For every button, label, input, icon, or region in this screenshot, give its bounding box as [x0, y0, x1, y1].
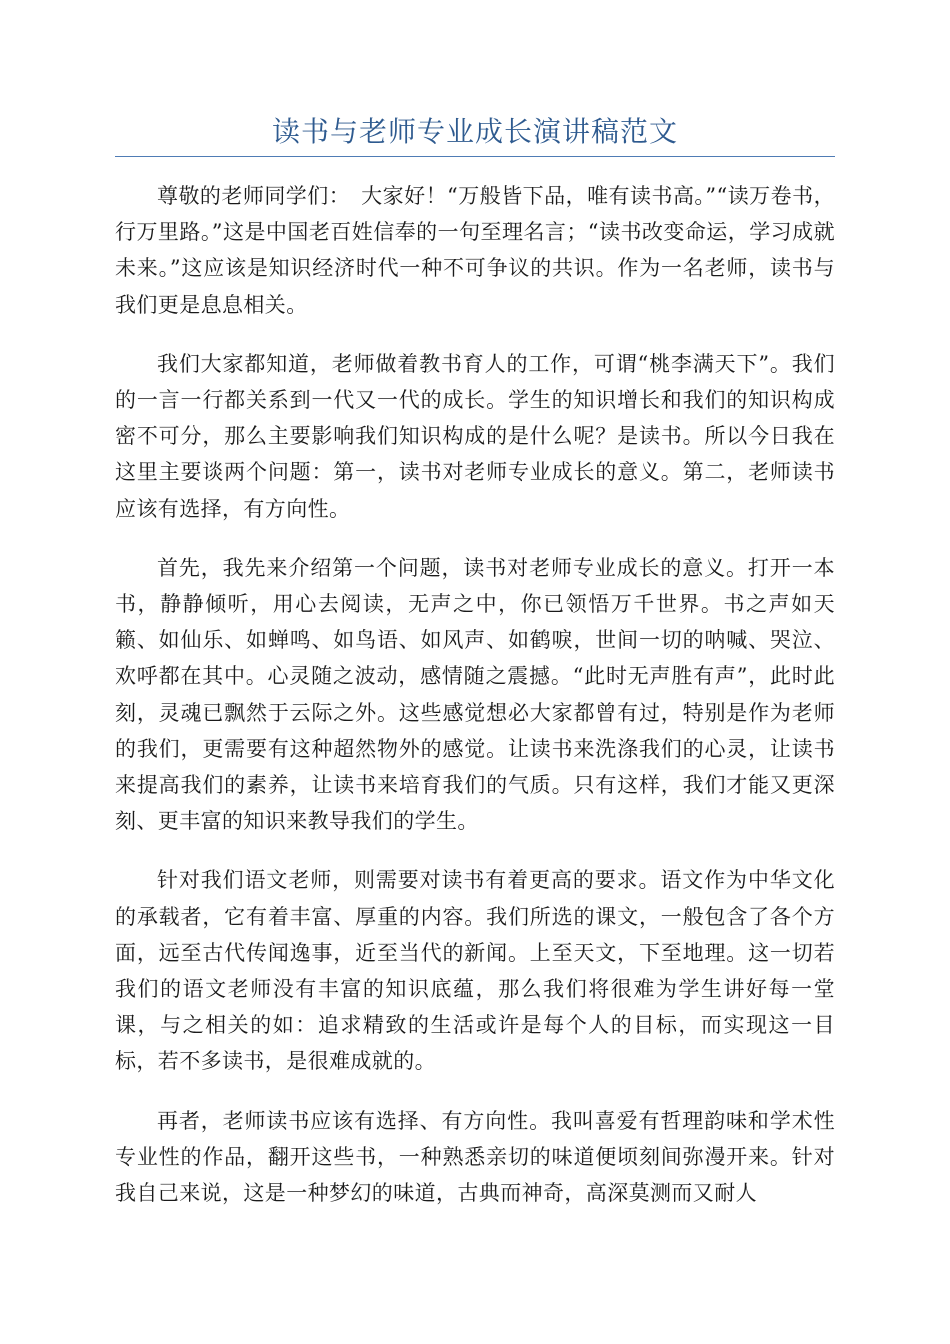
paragraph-5: 再者，老师读书应该有选择、有方向性。我叫喜爱有哲理韵味和学术性专业性的作品，翻开这些书，一种熟悉亲切的味道便顷刻间弥漫开来。针对我自己来说，这是一种梦幻的味道，古典而神奇，高深莫测而又耐人 [115, 1108, 835, 1206]
paragraph-2: 我们大家都知道，老师做着教书育人的工作，可谓“桃李满天下”。我们的一言一行都关系到一代又一代的成长。学生的知识增长和我们的知识构成密不可分，那么主要影响我们知识构成的是什么呢？是读书。所以今日我在这里主要谈两个问题：第一，读书对老师专业成长的意义。第二，老师读书应该有选择，有方向性。 [115, 351, 835, 521]
paragraph-3: 首先，我先来介绍第一个问题，读书对老师专业成长的意义。打开一本书，静静倾听，用心去阅读，无声之中，你已领悟万千世界。书之声如天籁、如仙乐、如蝉鸣、如鸟语、如风声、如鹤唳，世间一切的呐喊、哭泣、欢呼都在其中。心灵随之波动，感情随之震撼。“此时无声胜有声”，此时此刻，灵魂已飘然于云际之外。这些感觉想必大家都曾有过，特别是作为老师的我们，更需要有这种超然物外的感觉。让读书来洗涤我们的心灵，让读书来提高我们的素养，让读书来培育我们的气质。只有这样，我们才能又更深刻、更丰富的知识来教导我们的学生。 [115, 555, 835, 834]
paragraph-4: 针对我们语文老师，则需要对读书有着更高的要求。语文作为中华文化的承载者，它有着丰富、厚重的内容。我们所选的课文，一般包含了各个方面，远至古代传闻逸事，近至当代的新闻。上至天文，下至地理。这一切若我们的语文老师没有丰富的知识底蕴，那么我们将很难为学生讲好每一堂课，与之相关的如：追求精致的生活或许是每个人的目标，而实现这一目标，若不多读书，是很难成就的。 [115, 868, 835, 1074]
title-block [115, 112, 835, 157]
document-body [115, 178, 835, 1234]
paragraph-1: 尊敬的老师同学们： 大家好！“万般皆下品，唯有读书高。”“读万卷书，行万里路。”这是中国老百姓信奉的一句至理名言；“读书改变命运，学习成就未来。”这应该是知识经济时代一种不可争议的共识。作为一名老师，读书与我们更是息息相关。 [115, 184, 835, 317]
document-title: 读书与老师专业成长演讲稿范文 [271, 115, 678, 148]
